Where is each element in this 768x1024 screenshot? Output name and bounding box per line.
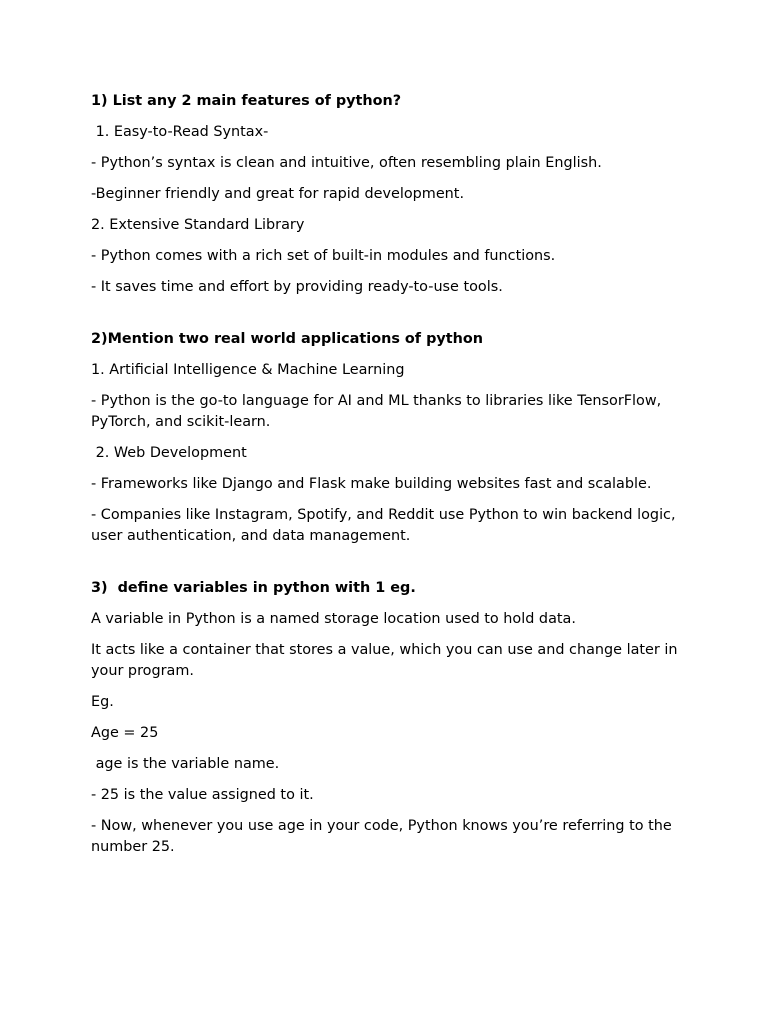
paragraph: - 25 is the value assigned to it. <box>91 787 314 803</box>
paragraph: It acts like a container that stores a value, which you can use and change later in your program. <box>91 642 683 679</box>
section-features <box>91 91 691 298</box>
paragraph: - Python is the go-to language for AI and ML thanks to libraries like TensorFlow, PyTorch, and scikit-learn. <box>91 393 666 430</box>
paragraph: - It saves time and effort by providing ready-to-use tools. <box>91 279 503 295</box>
paragraph: - Python comes with a rich set of built-in modules and functions. <box>91 248 556 264</box>
section-heading: 2)Mention two real world applications of python <box>91 331 484 347</box>
paragraph: Age = 25 <box>91 725 159 741</box>
paragraph: -Beginner friendly and great for rapid development. <box>91 186 465 202</box>
paragraph: - Frameworks like Django and Flask make building websites fast and scalable. <box>91 476 652 492</box>
paragraph: 1. Easy-to-Read Syntax- <box>91 124 269 140</box>
paragraph: A variable in Python is a named storage location used to hold data. <box>91 611 576 627</box>
paragraph: 1. Artificial Intelligence & Machine Learning <box>91 362 405 378</box>
section-applications <box>91 329 691 547</box>
paragraph: - Now, whenever you use age in your code, Python knows you’re referring to the number 25. <box>91 818 677 855</box>
section-heading: 1) List any 2 main features of python? <box>91 93 402 109</box>
section-heading: 3) define variables in python with 1 eg. <box>91 580 416 596</box>
section-variables <box>91 578 691 858</box>
paragraph: Eg. <box>91 694 114 710</box>
paragraph: 2. Web Development <box>91 445 247 461</box>
paragraph: - Python’s syntax is clean and intuitive, often resembling plain English. <box>91 155 602 171</box>
paragraph: age is the variable name. <box>91 756 280 772</box>
paragraph: - Companies like Instagram, Spotify, and Reddit use Python to win backend logic, user authentication, and data management. <box>91 507 681 544</box>
document-page <box>91 91 691 868</box>
paragraph: 2. Extensive Standard Library <box>91 217 305 233</box>
